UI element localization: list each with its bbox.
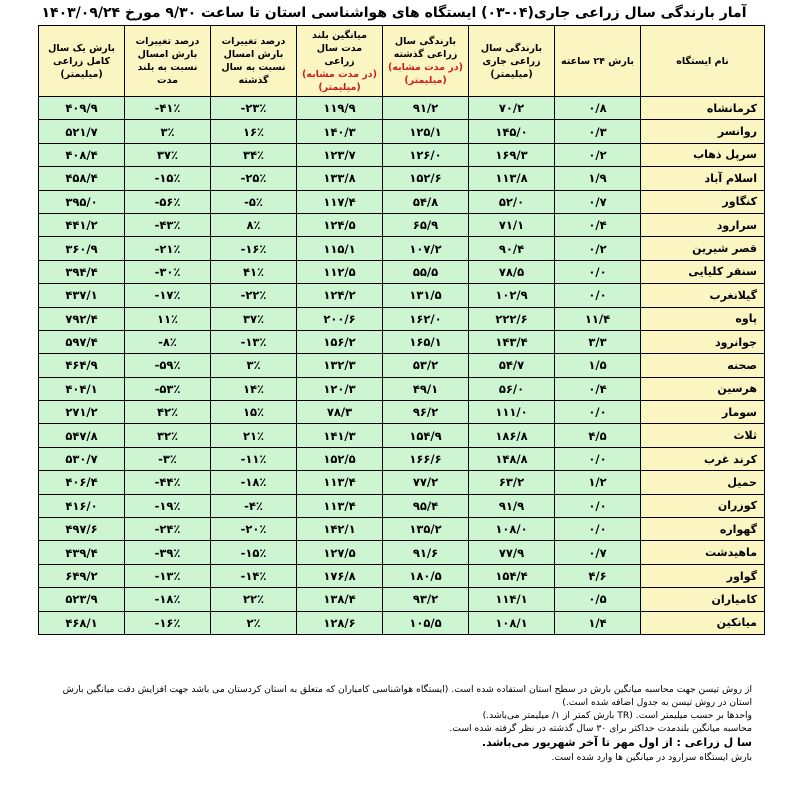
pct-long-cell: -۱۶٪ xyxy=(125,611,211,634)
full-year-cell: ۴۴۱/۲ xyxy=(39,213,125,236)
pct-long-cell: -۱۹٪ xyxy=(125,494,211,517)
longterm-cell: ۱۴۱/۳ xyxy=(297,424,383,447)
table-row xyxy=(39,564,765,587)
last-year-cell: ۹۱/۲ xyxy=(383,97,469,120)
station-name-cell: ماهیدشت xyxy=(641,541,765,564)
station-name-cell: میانکین xyxy=(641,611,765,634)
last-year-cell: ۴۹/۱ xyxy=(383,377,469,400)
last-year-cell: ۱۶۶/۶ xyxy=(383,447,469,470)
table-row xyxy=(39,284,765,307)
header-full-year: بارش یک سال کامل زراعی (میلیمتر) xyxy=(39,26,125,97)
station-name-cell: قصر شیرین xyxy=(641,237,765,260)
pct-long-cell: ۳٪ xyxy=(125,120,211,143)
rainfall-table xyxy=(38,25,765,635)
pct-long-cell: -۳٪ xyxy=(125,447,211,470)
last-year-cell: ۱۲۵/۱ xyxy=(383,120,469,143)
header-longterm-sub: (در مدت مشابه) xyxy=(301,68,377,80)
rain24-cell: ۱/۴ xyxy=(555,611,641,634)
longterm-cell: ۱۱۷/۴ xyxy=(297,190,383,213)
station-name-cell: روانسر xyxy=(641,120,765,143)
rain24-cell: ۰/۷ xyxy=(555,190,641,213)
footnote: واحدها بر حسب میلیمتر است. (TR بارش کمتر از ۱/ میلیمتر می‌باشد.) xyxy=(482,710,752,721)
pct-last-cell: -۲۵٪ xyxy=(211,167,297,190)
full-year-cell: ۵۳۰/۷ xyxy=(39,447,125,470)
pct-long-cell: -۱۷٪ xyxy=(125,284,211,307)
current-cell: ۱۱۳/۸ xyxy=(469,167,555,190)
station-name-cell: گهواره xyxy=(641,518,765,541)
full-year-cell: ۵۴۷/۸ xyxy=(39,424,125,447)
rain24-cell: ۱۱/۴ xyxy=(555,307,641,330)
current-cell: ۷۷/۹ xyxy=(469,541,555,564)
footnotes xyxy=(40,683,752,764)
pct-long-cell: -۴۴٪ xyxy=(125,471,211,494)
full-year-cell: ۴۳۷/۱ xyxy=(39,284,125,307)
station-name-cell: هرسین xyxy=(641,377,765,400)
pct-last-cell: ۳٪ xyxy=(211,354,297,377)
longterm-cell: ۱۱۲/۵ xyxy=(297,260,383,283)
pct-long-cell: -۳۹٪ xyxy=(125,541,211,564)
station-name-cell: کامیاران xyxy=(641,588,765,611)
last-year-cell: ۱۳۱/۵ xyxy=(383,284,469,307)
last-year-cell: ۱۳۵/۲ xyxy=(383,518,469,541)
pct-long-cell: -۱۵٪ xyxy=(125,167,211,190)
pct-last-cell: ۳۴٪ xyxy=(211,143,297,166)
station-name-cell: صحنه xyxy=(641,354,765,377)
rain24-cell: ۰/۰ xyxy=(555,447,641,470)
full-year-cell: ۳۹۵/۰ xyxy=(39,190,125,213)
current-cell: ۵۴/۷ xyxy=(469,354,555,377)
longterm-cell: ۷۸/۳ xyxy=(297,401,383,424)
pct-last-cell: ۲۱٪ xyxy=(211,424,297,447)
current-cell: ۱۴۸/۸ xyxy=(469,447,555,470)
longterm-cell: ۱۴۰/۳ xyxy=(297,120,383,143)
longterm-cell: ۱۷۶/۸ xyxy=(297,564,383,587)
rain24-cell: ۴/۵ xyxy=(555,424,641,447)
longterm-cell: ۱۱۳/۴ xyxy=(297,471,383,494)
pct-long-cell: -۸٪ xyxy=(125,330,211,353)
station-name-cell: ثلاث xyxy=(641,424,765,447)
rain24-cell: ۰/۰ xyxy=(555,260,641,283)
station-name-cell: سرپل ذهاب xyxy=(641,143,765,166)
pct-long-cell: ۱۱٪ xyxy=(125,307,211,330)
station-name-cell: کنگاور xyxy=(641,190,765,213)
full-year-cell: ۲۷۱/۲ xyxy=(39,401,125,424)
current-cell: ۱۴۳/۴ xyxy=(469,330,555,353)
pct-last-cell: ۲۲٪ xyxy=(211,588,297,611)
rain24-cell: ۰/۸ xyxy=(555,97,641,120)
longterm-cell: ۱۱۳/۴ xyxy=(297,494,383,517)
full-year-cell: ۳۶۰/۹ xyxy=(39,237,125,260)
table-row xyxy=(39,307,765,330)
last-year-cell: ۱۸۰/۵ xyxy=(383,564,469,587)
table-row xyxy=(39,213,765,236)
table-row xyxy=(39,237,765,260)
current-cell: ۹۰/۴ xyxy=(469,237,555,260)
header-last-year-label: بارندگی سال زراعی گذشته xyxy=(393,36,458,60)
station-name-cell: کرند غرب xyxy=(641,447,765,470)
rain24-cell: ۰/۲ xyxy=(555,237,641,260)
table-row xyxy=(39,120,765,143)
header-station: نام ایستگاه xyxy=(641,26,765,97)
rain24-cell: ۰/۷ xyxy=(555,541,641,564)
table-row xyxy=(39,611,765,634)
pct-long-cell: ۴۲٪ xyxy=(125,401,211,424)
station-name-cell: اسلام آباد xyxy=(641,167,765,190)
footnote: از روش تیسن جهت محاسبه میانگین بارش در سطح استان استفاده شده است. (ایستگاه هواشناسی کامیاران که متعلق به استان کردستان می باشد جهت افزایش دقت میانگین بارش استان در روش تیسن به جدول اضافه شده است.) xyxy=(62,684,752,708)
pct-long-cell: ۳۲٪ xyxy=(125,424,211,447)
rain24-cell: ۱/۲ xyxy=(555,471,641,494)
longterm-cell: ۱۳۲/۳ xyxy=(297,354,383,377)
header-longterm xyxy=(297,26,383,97)
current-cell: ۱۱۱/۰ xyxy=(469,401,555,424)
header-longterm-label: میانگین بلند مدت سال زراعی xyxy=(312,29,367,67)
station-name-cell: حمیل xyxy=(641,471,765,494)
full-year-cell: ۴۶۸/۱ xyxy=(39,611,125,634)
table-row xyxy=(39,401,765,424)
pct-long-cell: -۲۱٪ xyxy=(125,237,211,260)
pct-last-cell: ۱۵٪ xyxy=(211,401,297,424)
pct-long-cell: -۴۳٪ xyxy=(125,213,211,236)
rain24-cell: ۰/۵ xyxy=(555,588,641,611)
table-row xyxy=(39,377,765,400)
current-cell: ۵۲/۰ xyxy=(469,190,555,213)
table-row xyxy=(39,260,765,283)
current-cell: ۱۵۴/۴ xyxy=(469,564,555,587)
pct-last-cell: -۱۸٪ xyxy=(211,471,297,494)
current-cell: ۷۱/۱ xyxy=(469,213,555,236)
station-name-cell: پاوه xyxy=(641,307,765,330)
longterm-cell: ۱۵۲/۵ xyxy=(297,447,383,470)
current-cell: ۱۰۲/۹ xyxy=(469,284,555,307)
pct-last-cell: -۲۰٪ xyxy=(211,518,297,541)
longterm-cell: ۱۵۶/۲ xyxy=(297,330,383,353)
pct-long-cell: ۳۷٪ xyxy=(125,143,211,166)
station-name-cell: جوانرود xyxy=(641,330,765,353)
longterm-cell: ۱۲۳/۷ xyxy=(297,143,383,166)
full-year-cell: ۳۹۴/۴ xyxy=(39,260,125,283)
current-cell: ۱۰۸/۱ xyxy=(469,611,555,634)
table-row xyxy=(39,518,765,541)
full-year-cell: ۴۶۴/۹ xyxy=(39,354,125,377)
header-last-year-sub: (در مدت مشابه) xyxy=(387,62,463,73)
last-year-cell: ۱۰۷/۲ xyxy=(383,237,469,260)
table-row xyxy=(39,354,765,377)
pct-last-cell: -۱۵٪ xyxy=(211,541,297,564)
last-year-cell: ۹۳/۲ xyxy=(383,588,469,611)
current-cell: ۹۱/۹ xyxy=(469,494,555,517)
table-row xyxy=(39,97,765,120)
pct-last-cell: -۱۴٪ xyxy=(211,564,297,587)
station-name-cell: گیلانغرب xyxy=(641,284,765,307)
pct-last-cell: ۲٪ xyxy=(211,611,297,634)
header-current: بارندگی سال زراعی جاری (میلیمتر) xyxy=(469,26,555,97)
station-name-cell: سرارود xyxy=(641,213,765,236)
last-year-cell: ۵۵/۵ xyxy=(383,260,469,283)
longterm-cell: ۱۳۸/۴ xyxy=(297,588,383,611)
station-name-cell: سنقر کلیایی xyxy=(641,260,765,283)
header-rain24: بارش ۲۴ ساعته xyxy=(555,26,641,97)
last-year-cell: ۵۴/۸ xyxy=(383,190,469,213)
table-row xyxy=(39,588,765,611)
full-year-cell: ۴۹۷/۶ xyxy=(39,518,125,541)
longterm-cell: ۱۳۳/۸ xyxy=(297,167,383,190)
longterm-cell: ۱۱۵/۱ xyxy=(297,237,383,260)
full-year-cell: ۴۰۶/۴ xyxy=(39,471,125,494)
current-cell: ۱۴۵/۰ xyxy=(469,120,555,143)
pct-long-cell: -۳۰٪ xyxy=(125,260,211,283)
footnote: بارش ایستگاه سرارود در میانگین ها وارد شده است. xyxy=(551,752,752,763)
full-year-cell: ۵۲۳/۹ xyxy=(39,588,125,611)
rain24-cell: ۰/۰ xyxy=(555,401,641,424)
last-year-cell: ۹۱/۶ xyxy=(383,541,469,564)
longterm-cell: ۱۲۸/۶ xyxy=(297,611,383,634)
current-cell: ۶۳/۲ xyxy=(469,471,555,494)
pct-last-cell: -۱۳٪ xyxy=(211,330,297,353)
pct-long-cell: -۵۶٪ xyxy=(125,190,211,213)
longterm-cell: ۱۲۴/۲ xyxy=(297,284,383,307)
last-year-cell: ۹۶/۲ xyxy=(383,401,469,424)
last-year-cell: ۶۵/۹ xyxy=(383,213,469,236)
current-cell: ۱۰۸/۰ xyxy=(469,518,555,541)
header-pct-last: درصد تغییرات بارش امسال نسبت به سال گذشته xyxy=(211,26,297,97)
header-last-year xyxy=(383,26,469,97)
pct-last-cell: -۲۲٪ xyxy=(211,284,297,307)
pct-last-cell: ۱۶٪ xyxy=(211,120,297,143)
pct-last-cell: ۸٪ xyxy=(211,213,297,236)
pct-long-cell: -۲۴٪ xyxy=(125,518,211,541)
table-row xyxy=(39,447,765,470)
pct-last-cell: -۱۱٪ xyxy=(211,447,297,470)
last-year-cell: ۱۲۶/۰ xyxy=(383,143,469,166)
rain24-cell: ۳/۳ xyxy=(555,330,641,353)
table-row xyxy=(39,190,765,213)
header-pct-long: درصد تغییرات بارش امسال نسبت به بلند مدت xyxy=(125,26,211,97)
rain24-cell: ۱/۵ xyxy=(555,354,641,377)
pct-last-cell: -۴٪ xyxy=(211,494,297,517)
full-year-cell: ۴۰۹/۹ xyxy=(39,97,125,120)
last-year-cell: ۱۵۴/۹ xyxy=(383,424,469,447)
rain24-cell: ۰/۰ xyxy=(555,518,641,541)
station-name-cell: سومار xyxy=(641,401,765,424)
current-cell: ۷۸/۵ xyxy=(469,260,555,283)
pct-long-cell: -۴۱٪ xyxy=(125,97,211,120)
last-year-cell: ۱۶۵/۱ xyxy=(383,330,469,353)
full-year-cell: ۵۲۱/۷ xyxy=(39,120,125,143)
last-year-cell: ۷۷/۲ xyxy=(383,471,469,494)
last-year-cell: ۱۵۲/۶ xyxy=(383,167,469,190)
pct-long-cell: -۵۳٪ xyxy=(125,377,211,400)
table-row xyxy=(39,330,765,353)
longterm-cell: ۱۱۹/۹ xyxy=(297,97,383,120)
full-year-cell: ۴۳۹/۴ xyxy=(39,541,125,564)
pct-last-cell: -۲۳٪ xyxy=(211,97,297,120)
full-year-cell: ۷۹۲/۴ xyxy=(39,307,125,330)
station-name-cell: کرمانشاه xyxy=(641,97,765,120)
page-title: آمار بارندگی سال زراعی جاری(۰۴-۰۳) ایستگاه های هواشناسی استان تا ساعت ۹/۳۰ مورخ ۱۴۰۳/۰۹/۲۴ xyxy=(41,5,747,21)
current-cell: ۲۲۲/۶ xyxy=(469,307,555,330)
longterm-cell: ۲۰۰/۶ xyxy=(297,307,383,330)
pct-last-cell: ۴۱٪ xyxy=(211,260,297,283)
current-cell: ۵۶/۰ xyxy=(469,377,555,400)
full-year-cell: ۴۵۸/۴ xyxy=(39,167,125,190)
pct-last-cell: ۳۷٪ xyxy=(211,307,297,330)
pct-long-cell: -۱۸٪ xyxy=(125,588,211,611)
table-body xyxy=(39,97,765,635)
rain24-cell: ۰/۳ xyxy=(555,120,641,143)
header-last-year-unit: (میلیمتر) xyxy=(404,75,447,86)
table-row xyxy=(39,471,765,494)
pct-last-cell: -۱۶٪ xyxy=(211,237,297,260)
longterm-cell: ۱۲۰/۳ xyxy=(297,377,383,400)
full-year-cell: ۶۴۹/۲ xyxy=(39,564,125,587)
last-year-cell: ۹۵/۴ xyxy=(383,494,469,517)
table-header-row xyxy=(39,26,765,97)
rain24-cell: ۴/۶ xyxy=(555,564,641,587)
table-row xyxy=(39,143,765,166)
full-year-cell: ۴۰۴/۱ xyxy=(39,377,125,400)
current-cell: ۷۰/۲ xyxy=(469,97,555,120)
longterm-cell: ۱۲۷/۵ xyxy=(297,541,383,564)
rain24-cell: ۰/۴ xyxy=(555,377,641,400)
rain24-cell: ۰/۲ xyxy=(555,143,641,166)
last-year-cell: ۱۰۵/۵ xyxy=(383,611,469,634)
rain24-cell: ۱/۹ xyxy=(555,167,641,190)
current-cell: ۱۶۹/۳ xyxy=(469,143,555,166)
pct-long-cell: -۱۳٪ xyxy=(125,564,211,587)
table-row xyxy=(39,541,765,564)
full-year-cell: ۵۹۷/۴ xyxy=(39,330,125,353)
pct-long-cell: -۵۹٪ xyxy=(125,354,211,377)
table-row xyxy=(39,424,765,447)
current-cell: ۱۸۶/۸ xyxy=(469,424,555,447)
footnote: سا ل زراعی : از اول مهر تا آخر شهریور می‌باشد. xyxy=(481,736,752,749)
full-year-cell: ۴۰۸/۴ xyxy=(39,143,125,166)
station-name-cell: گواور xyxy=(641,564,765,587)
full-year-cell: ۴۱۶/۰ xyxy=(39,494,125,517)
longterm-cell: ۱۲۴/۵ xyxy=(297,213,383,236)
last-year-cell: ۵۳/۲ xyxy=(383,354,469,377)
longterm-cell: ۱۴۲/۱ xyxy=(297,518,383,541)
rain24-cell: ۰/۰ xyxy=(555,284,641,307)
pct-last-cell: -۵٪ xyxy=(211,190,297,213)
rain24-cell: ۰/۴ xyxy=(555,213,641,236)
table-row xyxy=(39,494,765,517)
footnote: محاسبه میانگین بلندمدت حداکثر برای ۳۰ سال گذشته در نظر گرفته شده است. xyxy=(449,723,752,734)
pct-last-cell: ۱۴٪ xyxy=(211,377,297,400)
header-longterm-unit: (میلیمتر) xyxy=(318,81,361,93)
current-cell: ۱۱۴/۱ xyxy=(469,588,555,611)
table-row xyxy=(39,167,765,190)
station-name-cell: کوزران xyxy=(641,494,765,517)
last-year-cell: ۱۶۲/۰ xyxy=(383,307,469,330)
rain24-cell: ۰/۰ xyxy=(555,494,641,517)
